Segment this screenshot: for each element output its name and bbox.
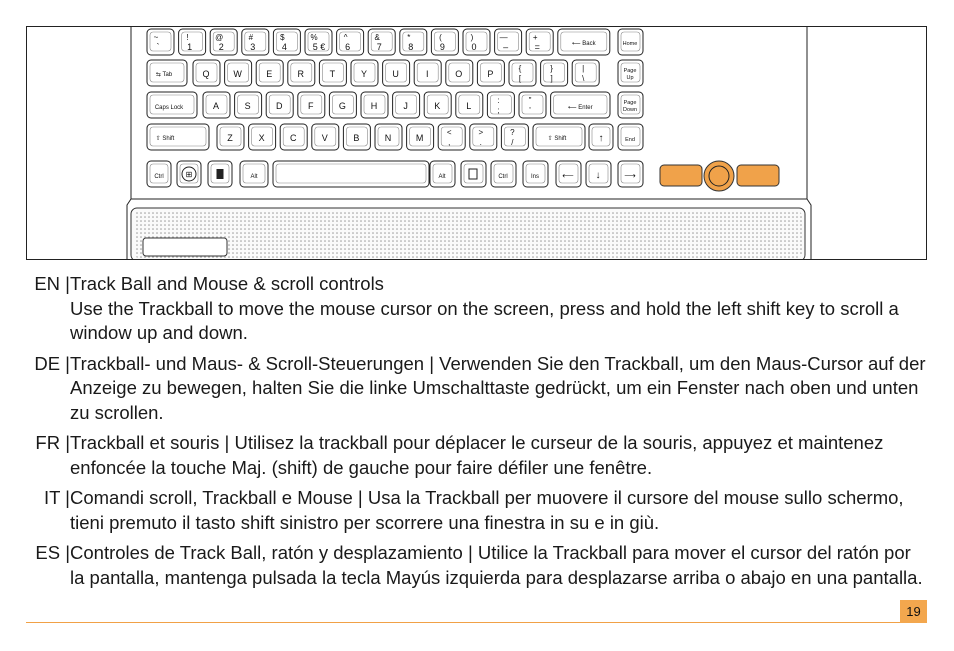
- keyboard-illustration: [26, 26, 927, 260]
- entry-heading: Trackball et souris: [70, 432, 220, 453]
- entry-separator: |: [219, 432, 235, 453]
- key-label: Page: [623, 68, 637, 74]
- key-label: &: [374, 33, 380, 42]
- key-label: —: [499, 33, 508, 42]
- lang-code: EN |: [34, 273, 70, 294]
- key-label: Ctrl: [154, 174, 164, 180]
- key-label: 8: [408, 42, 414, 52]
- entry-heading: Comandi scroll, Trackball e Mouse: [70, 487, 353, 508]
- key-label: T: [329, 69, 336, 79]
- page-number: 19: [900, 600, 927, 623]
- footer-rule: [26, 622, 900, 623]
- key-label: ]: [550, 74, 553, 83]
- key-label: ): [470, 33, 474, 42]
- key-label: [: [518, 74, 522, 83]
- entry-separator: |: [462, 542, 478, 563]
- key-label: :: [497, 96, 500, 105]
- key-label: Ctrl: [498, 174, 508, 180]
- trackball: [709, 166, 729, 186]
- windows-icon: ⊞: [185, 170, 193, 179]
- key-label: N: [384, 133, 392, 143]
- key-label: ⟶: [624, 171, 636, 180]
- entry-separator: |: [424, 352, 440, 374]
- entry-text: Usa la Trackball per muovere il cursore del mouse sullo schermo, tieni premuto il tasto shift sinistro per scorrere una finestra in su e in giù.: [70, 487, 904, 533]
- key-label: O: [455, 69, 463, 79]
- lang-code: IT |: [43, 487, 70, 508]
- key-label: X: [258, 133, 265, 143]
- key-label: E: [266, 69, 273, 79]
- key-label: S: [244, 101, 251, 111]
- key-label: Up: [626, 75, 634, 81]
- key-label: Q: [202, 69, 210, 79]
- entry-en: [26, 272, 926, 346]
- key-label: U: [392, 69, 399, 79]
- key-label: Alt: [250, 174, 258, 180]
- entry-text: Use the Trackball to move the mouse cursor on the screen, press and hold the left shift key to scroll a window up and down.: [70, 297, 899, 343]
- key-label: ~: [153, 33, 159, 42]
- entry-separator: |: [352, 487, 368, 508]
- key-label: ⇧ Shift: [547, 136, 567, 142]
- key-label: ": [528, 96, 532, 105]
- key-label: 2: [218, 42, 224, 52]
- key-label: !: [186, 33, 189, 42]
- key-label: A: [212, 101, 220, 111]
- lang-code: DE |: [34, 352, 70, 374]
- key-label: ↓: [595, 170, 601, 181]
- key-label: |: [582, 64, 585, 73]
- key-label: R: [297, 69, 305, 79]
- key-label: Z: [227, 133, 233, 143]
- grille-holes: [134, 211, 802, 258]
- key-label: I: [425, 69, 429, 79]
- entry-heading: Controles de Track Ball, ratón y desplazamiento: [70, 542, 463, 563]
- fn-icon: [217, 169, 224, 179]
- key-label: $: [280, 33, 285, 42]
- key-label: 5 €: [312, 42, 326, 52]
- key-label: Caps Lock: [154, 105, 184, 111]
- entry-text: Utilisez la trackball pour déplacer le curseur de la souris, appuyez et maintenez enfoncée la touche Maj. (shift) de gauche pour faire défiler une fenêtre.: [70, 432, 884, 478]
- key-label: W: [233, 69, 242, 79]
- entry-heading: Trackball- und Maus- & Scroll-Steuerungen: [70, 352, 425, 374]
- entry-es: [26, 541, 926, 590]
- key-label: }: [550, 64, 553, 73]
- key-label: ⇆ Tab: [155, 72, 173, 78]
- key-label: ?: [510, 128, 515, 137]
- key-label: #: [248, 33, 254, 42]
- key-label: ⇧ Shift: [155, 136, 175, 142]
- key-label: H: [370, 101, 378, 111]
- key-label: ': [529, 106, 531, 115]
- key-label: Home: [622, 41, 638, 47]
- key-label: \: [582, 74, 585, 83]
- key-label: ⟵ Back: [571, 41, 596, 47]
- key-label: C: [289, 133, 297, 143]
- key-label: 3: [250, 42, 256, 52]
- key-label: End: [625, 137, 635, 143]
- key-label: ;: [497, 106, 500, 115]
- lang-code: ES |: [35, 542, 70, 563]
- key-label: =: [534, 42, 540, 52]
- right-mouse-button: [737, 165, 779, 186]
- key-label: Ins: [530, 174, 540, 180]
- key-label: +: [532, 33, 538, 42]
- lang-code: FR |: [35, 432, 70, 453]
- key-label: ⟵: [562, 171, 574, 180]
- key-label: ,: [448, 138, 451, 147]
- key-label: Down: [622, 107, 638, 113]
- key-label: Page: [623, 100, 637, 106]
- key-label: ↑: [598, 133, 604, 144]
- key-label: 7: [376, 42, 382, 52]
- entry-text: Utilice la Trackball para mover el cursor del ratón por la pantalla, mantenga pulsada la tecla Mayús izquierda para desplazarse arriba o abajo en una pantalla.: [70, 542, 923, 588]
- key-label: 1: [187, 42, 193, 52]
- chassis-left-edge: [127, 27, 131, 260]
- key-label: 4: [281, 42, 287, 52]
- key-label: (: [439, 33, 442, 42]
- keyboard-drawing: [27, 27, 927, 260]
- entry-de: [26, 352, 926, 426]
- entry-text: Verwenden Sie den Trackball, um den Maus-Cursor auf der Anzeige zu bewegen, halten Sie die linke Umschalttaste gedrückt, um ein Fenster nach oben und unten zu scrollen.: [70, 352, 926, 423]
- key-label: D: [275, 101, 283, 111]
- key-label: 9: [439, 42, 445, 52]
- key-label: {: [518, 64, 522, 73]
- key-label: /: [511, 138, 514, 147]
- key-label: Y: [360, 69, 368, 79]
- key-label: B: [353, 133, 360, 143]
- badge-plate: [143, 238, 227, 256]
- key-label: 0: [471, 42, 477, 52]
- entry-it: [26, 486, 926, 535]
- left-mouse-button: [660, 165, 702, 186]
- chassis-right-edge: [807, 27, 811, 260]
- key-label: V: [321, 133, 328, 143]
- instructions: [26, 272, 926, 596]
- key-label: J: [403, 101, 408, 111]
- key-label: F: [308, 101, 314, 111]
- key-label: –: [503, 42, 509, 52]
- key-label: P: [487, 69, 494, 79]
- key-label: >: [478, 128, 484, 137]
- entry-heading: Track Ball and Mouse & scroll controls: [70, 273, 384, 294]
- key-label: .: [479, 138, 482, 147]
- key-label: Alt: [438, 174, 446, 180]
- key-label: `: [156, 42, 160, 52]
- key-label: M: [415, 133, 424, 143]
- key-label: ^: [343, 33, 348, 42]
- key-label: L: [466, 101, 472, 111]
- key-label: %: [310, 33, 318, 42]
- entry-fr: [26, 431, 926, 480]
- key-label: G: [338, 101, 346, 111]
- key-label: <: [446, 128, 452, 137]
- key-label: ⟵ Enter: [567, 105, 593, 111]
- key-label: *: [407, 33, 411, 42]
- key-label: K: [434, 101, 441, 111]
- key-label: 6: [345, 42, 351, 52]
- key-label: @: [215, 33, 224, 42]
